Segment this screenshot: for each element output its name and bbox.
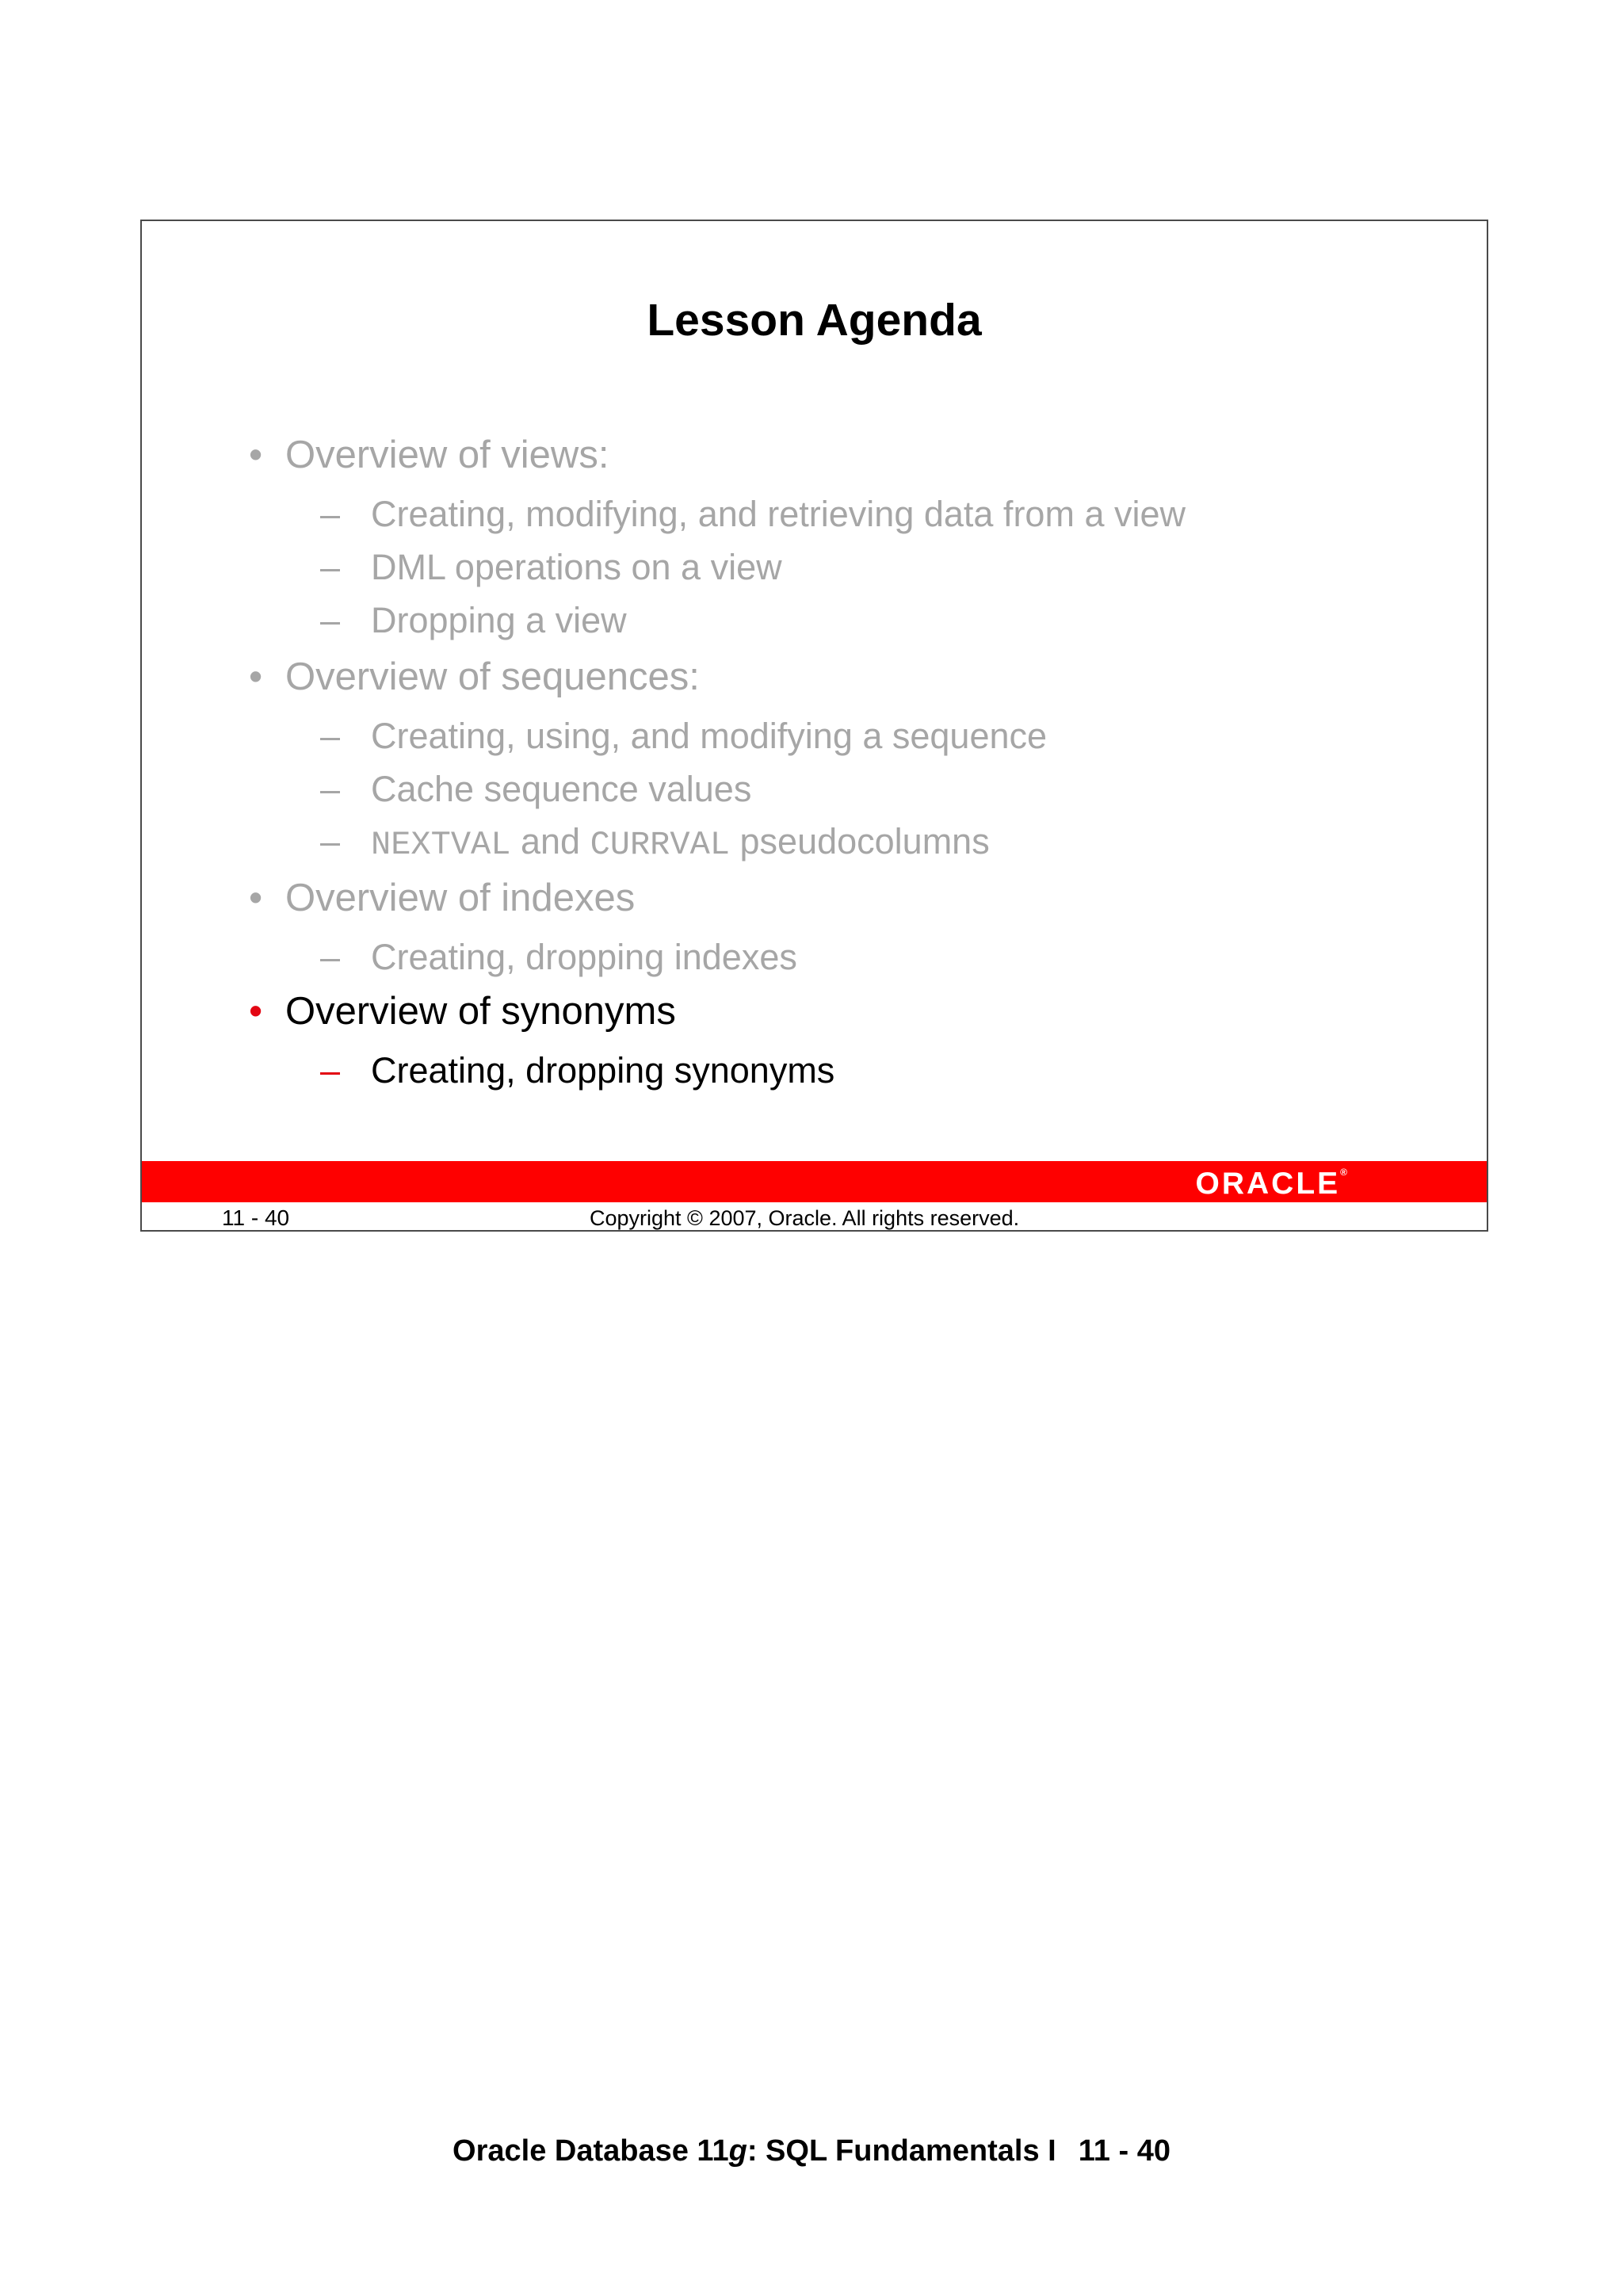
agenda-item-label: Dropping a view [371, 600, 627, 640]
agenda-subitem [320, 547, 782, 588]
agenda-item-label: DML operations on a view [371, 547, 782, 587]
agenda-item-synonyms [249, 989, 676, 1033]
dash-icon: – [320, 821, 341, 861]
code-nextval: NEXTVAL [371, 826, 511, 864]
dash-icon: – [320, 1050, 341, 1091]
bullet-icon: • [249, 990, 263, 1033]
slide-title: Lesson Agenda [647, 295, 982, 346]
bullet-icon: • [249, 434, 263, 476]
dash-icon: – [320, 547, 341, 587]
agenda-item-label: Overview of sequences: [285, 655, 700, 698]
dash-icon: – [320, 769, 341, 809]
oracle-logo-text: ORACLE [1195, 1167, 1341, 1201]
footer-page-number: 11 - 40 [1078, 2134, 1170, 2168]
agenda-subitem [320, 716, 1047, 757]
oracle-logo [1195, 1167, 1347, 1201]
agenda-item-label: Overview of indexes [285, 877, 636, 919]
dash-icon: – [320, 494, 341, 534]
code-currval: CURRVAL [590, 826, 730, 864]
agenda-item-label: pseudocolumns [739, 821, 990, 861]
agenda-item-label: Creating, modifying, and retrieving data from a view [371, 494, 1186, 534]
dash-icon: – [320, 716, 341, 756]
agenda-item-label: Creating, using, and modifying a sequence [371, 716, 1048, 756]
agenda-subitem [320, 769, 751, 810]
agenda-item-label: Creating, dropping synonyms [371, 1050, 835, 1091]
registered-mark: ® [1340, 1167, 1347, 1178]
footer-title-prefix: Oracle Database 11 [453, 2134, 729, 2168]
bullet-icon: • [249, 877, 263, 919]
page-footer [0, 2134, 1623, 2168]
agenda-item-indexes [249, 876, 635, 920]
brand-bar [142, 1161, 1487, 1202]
agenda-list [142, 221, 1487, 1230]
agenda-subitem [320, 600, 627, 641]
agenda-subitem-active [320, 1050, 834, 1091]
agenda-subitem [320, 937, 797, 978]
agenda-subitem [320, 494, 1186, 535]
agenda-item-label: Creating, dropping indexes [371, 937, 797, 977]
agenda-item-label: and [520, 821, 581, 861]
dash-icon: – [320, 937, 341, 977]
bullet-icon: • [249, 655, 263, 698]
agenda-item-sequences [249, 655, 700, 699]
agenda-item-views [249, 433, 609, 477]
agenda-subitem-pseudocolumns [320, 821, 990, 864]
slide [140, 220, 1488, 1232]
footer-title-italic: g [728, 2134, 747, 2168]
copyright-text: Copyright © 2007, Oracle. All rights reserved. [590, 1206, 1020, 1230]
slide-page-number: 11 - 40 [222, 1205, 290, 1230]
agenda-item-label: Cache sequence values [371, 769, 752, 809]
dash-icon: – [320, 600, 341, 640]
agenda-item-label: Overview of synonyms [285, 990, 676, 1033]
agenda-item-label: Overview of views: [285, 434, 609, 476]
footer-title-suffix: : SQL Fundamentals I [747, 2134, 1056, 2168]
